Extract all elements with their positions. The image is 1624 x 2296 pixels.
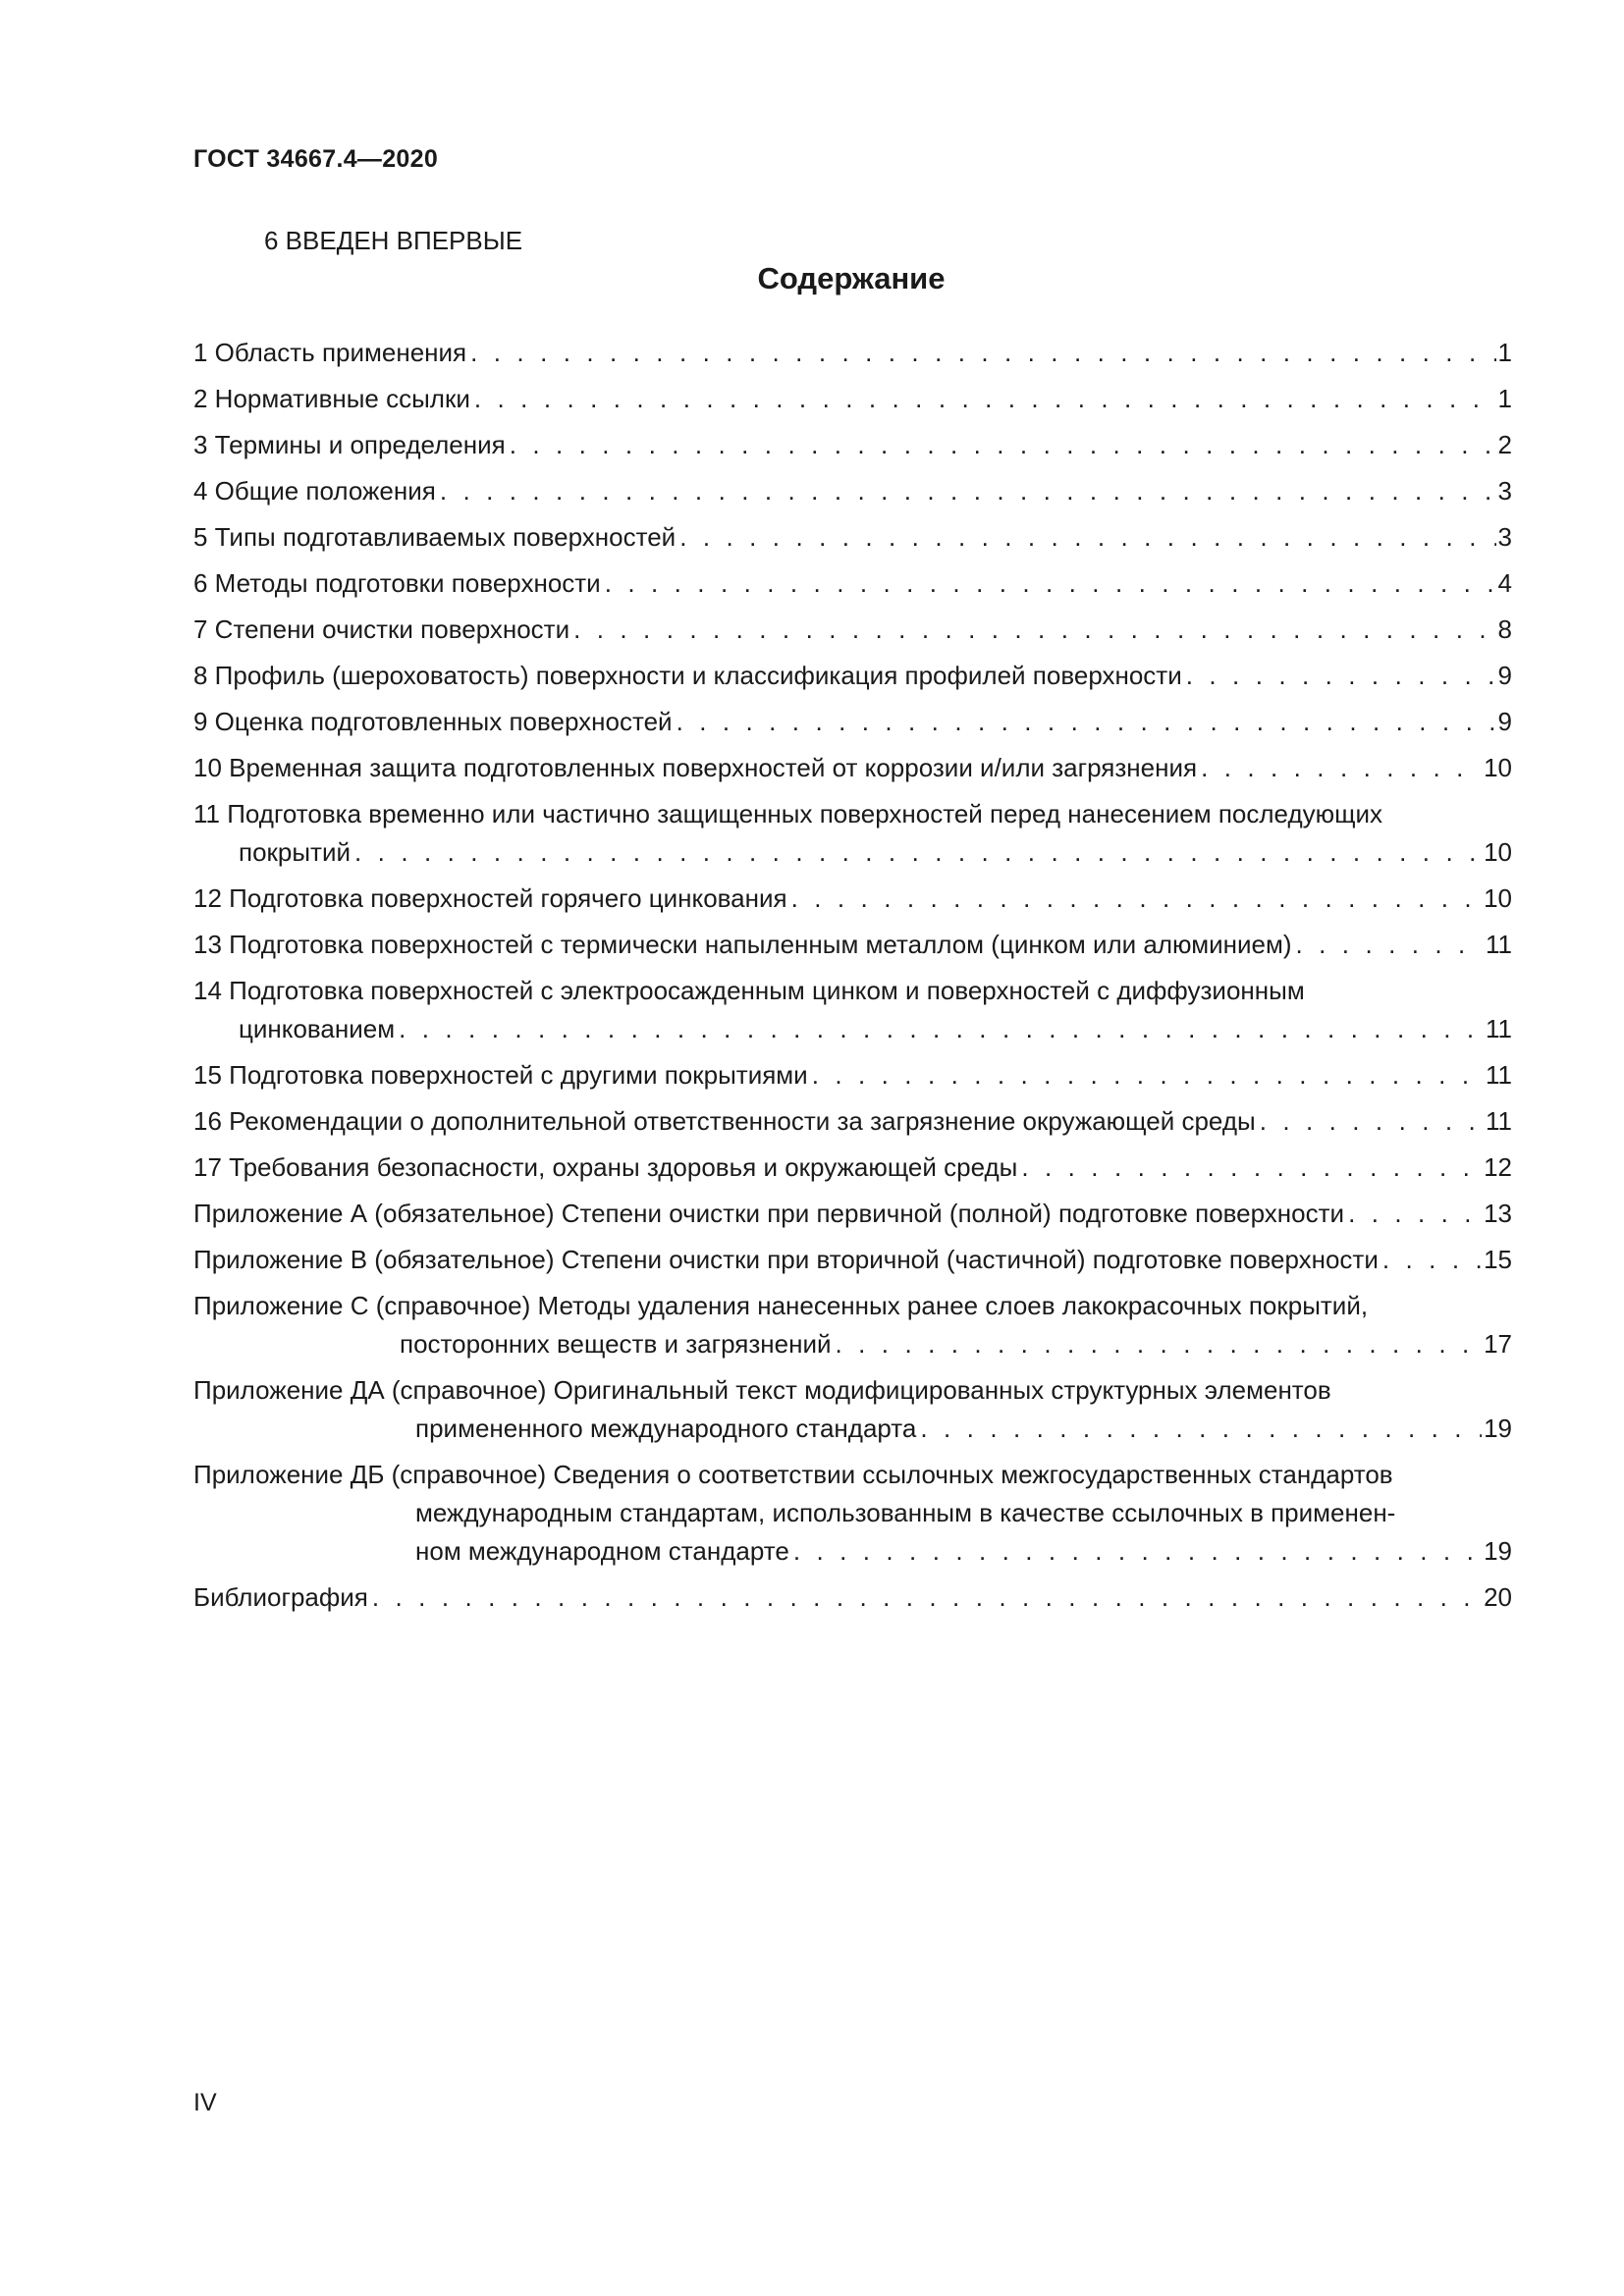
dot-leader (1201, 749, 1482, 787)
toc-item-page: 19 (1484, 1536, 1512, 1566)
toc-item-label-line3: ном международном стандарте (415, 1536, 789, 1566)
toc-item-appendix-a[interactable] (193, 1195, 1512, 1233)
toc-item-label: 2 Нормативные ссылки (193, 384, 470, 413)
toc-item-4[interactable] (193, 472, 1512, 510)
toc-item-label: 6 Методы подготовки поверхности (193, 568, 601, 598)
toc-item-12[interactable] (193, 880, 1512, 918)
toc-item-label-line1: Приложение ДА (справочное) Оригинальный текст модифицированных структурных элементов (193, 1375, 1331, 1405)
toc-item-17[interactable] (193, 1148, 1512, 1187)
toc-title: Содержание (757, 261, 946, 295)
toc-item-label-line2: покрытий (239, 837, 352, 867)
intro-line: 6 ВВЕДЕН ВПЕРВЫЕ (264, 226, 523, 255)
toc-item-label: Приложение А (обязательное) Степени очистки при первичной (полной) подготовке поверхности (193, 1199, 1345, 1228)
toc-item-page: 11 (1486, 1060, 1512, 1090)
toc-item-7[interactable] (193, 611, 1512, 649)
toc-item-page: 4 (1497, 568, 1512, 598)
toc-item-appendix-b[interactable] (193, 1241, 1512, 1279)
dot-leader (812, 1056, 1484, 1095)
toc-item-1[interactable] (193, 334, 1512, 372)
toc-item-15[interactable] (193, 1056, 1512, 1095)
dot-leader (354, 833, 1482, 872)
toc-item-label-line2: посторонних веществ и загрязнений (400, 1329, 832, 1359)
dot-leader (1260, 1102, 1484, 1141)
toc-item-14[interactable] (193, 972, 1512, 1048)
toc-item-label: 4 Общие положения (193, 476, 436, 506)
dot-leader (1296, 926, 1485, 964)
toc-item-appendix-c[interactable] (193, 1287, 1512, 1363)
toc-item-label-line1: 14 Подготовка поверхностей с электроосажденным цинком и поверхностей с диффузионным (193, 976, 1305, 1005)
toc-item-label: 16 Рекомендации о дополнительной ответственности за загрязнение окружающей среды (193, 1106, 1256, 1136)
toc-item-5[interactable] (193, 518, 1512, 557)
table-of-contents (193, 334, 1512, 1617)
toc-item-label: Приложение В (обязательное) Степени очистки при вторичной (частичной) подготовке поверхности (193, 1245, 1379, 1274)
toc-item-label: 1 Область применения (193, 338, 467, 367)
dot-leader (1021, 1148, 1482, 1187)
toc-item-page: 13 (1484, 1199, 1512, 1228)
toc-item-page: 10 (1484, 837, 1512, 867)
toc-item-label: 17 Требования безопасности, охраны здоровья и окружающей среды (193, 1152, 1018, 1182)
toc-item-label: 3 Термины и определения (193, 430, 506, 459)
toc-item-label-line2: примененного международного стандарта (415, 1414, 917, 1443)
toc-item-label-line2: цинкованием (239, 1014, 396, 1043)
toc-item-page: 11 (1486, 930, 1512, 959)
dot-leader (510, 426, 1496, 464)
toc-item-label-line1: Приложение ДБ (справочное) Сведения о соответствии ссылочных межгосударственных стандартов (193, 1460, 1393, 1489)
dot-leader (372, 1578, 1482, 1617)
toc-item-label-line2: международным стандартам, использованным в качестве ссылочных в применен- (415, 1498, 1396, 1527)
toc-item-appendix-db[interactable] (193, 1456, 1512, 1571)
dot-leader (474, 380, 1496, 418)
toc-item-16[interactable] (193, 1102, 1512, 1141)
toc-item-page: 8 (1497, 614, 1512, 644)
toc-item-label-line1: Приложение С (справочное) Методы удаления нанесенных ранее слоев лакокрасочных покрытий, (193, 1291, 1369, 1320)
dot-leader (399, 1010, 1484, 1048)
page-number: IV (193, 2089, 217, 2116)
toc-item-2[interactable] (193, 380, 1512, 418)
toc-item-8[interactable] (193, 657, 1512, 695)
toc-item-page: 10 (1484, 753, 1512, 782)
dot-leader (605, 564, 1496, 603)
toc-item-label: 10 Временная защита подготовленных поверхностей от коррозии и/или загрязнения (193, 753, 1198, 782)
toc-item-page: 19 (1484, 1414, 1512, 1443)
dot-leader (573, 611, 1495, 649)
toc-item-6[interactable] (193, 564, 1512, 603)
toc-item-page: 12 (1484, 1152, 1512, 1182)
dot-leader (920, 1410, 1482, 1448)
dot-leader (1348, 1195, 1482, 1233)
toc-item-9[interactable] (193, 703, 1512, 741)
toc-item-11[interactable] (193, 795, 1512, 872)
dot-leader (836, 1325, 1483, 1363)
toc-item-page: 11 (1486, 1106, 1512, 1136)
dot-leader (791, 880, 1482, 918)
toc-item-10[interactable] (193, 749, 1512, 787)
toc-item-page: 1 (1497, 384, 1512, 413)
dot-leader (677, 703, 1496, 741)
toc-item-label-line1: 11 Подготовка временно или частично защищенных поверхностей перед нанесением последующих (193, 799, 1383, 828)
toc-item-label: Библиография (193, 1582, 368, 1612)
toc-item-page: 9 (1497, 707, 1512, 736)
toc-item-3[interactable] (193, 426, 1512, 464)
toc-item-page: 1 (1497, 338, 1512, 367)
toc-item-13[interactable] (193, 926, 1512, 964)
toc-item-label: 7 Степени очистки поверхности (193, 614, 570, 644)
toc-item-page: 17 (1484, 1329, 1512, 1359)
toc-item-label: 12 Подготовка поверхностей горячего цинкования (193, 883, 787, 913)
toc-item-label: 9 Оценка подготовленных поверхностей (193, 707, 673, 736)
toc-item-page: 11 (1486, 1014, 1512, 1043)
toc-item-label: 15 Подготовка поверхностей с другими покрытиями (193, 1060, 808, 1090)
dot-leader (679, 518, 1495, 557)
dot-leader (440, 472, 1496, 510)
toc-item-page: 10 (1484, 883, 1512, 913)
dot-leader (470, 334, 1495, 372)
toc-item-page: 3 (1497, 476, 1512, 506)
dot-leader (793, 1532, 1482, 1571)
toc-item-bibliography[interactable] (193, 1578, 1512, 1617)
toc-item-page: 2 (1497, 430, 1512, 459)
dot-leader (1186, 657, 1496, 695)
toc-item-appendix-da[interactable] (193, 1371, 1512, 1448)
dot-leader (1382, 1241, 1482, 1279)
toc-item-label: 5 Типы подготавливаемых поверхностей (193, 522, 677, 552)
toc-item-page: 3 (1497, 522, 1512, 552)
toc-item-page: 9 (1497, 661, 1512, 690)
toc-item-label: 13 Подготовка поверхностей с термически напыленным металлом (цинком или алюминием) (193, 930, 1292, 959)
toc-item-page: 15 (1484, 1245, 1512, 1274)
toc-item-label: 8 Профиль (шероховатость) поверхности и классификация профилей поверхности (193, 661, 1182, 690)
toc-item-page: 20 (1484, 1582, 1512, 1612)
document-header: ГОСТ 34667.4—2020 (193, 145, 439, 173)
